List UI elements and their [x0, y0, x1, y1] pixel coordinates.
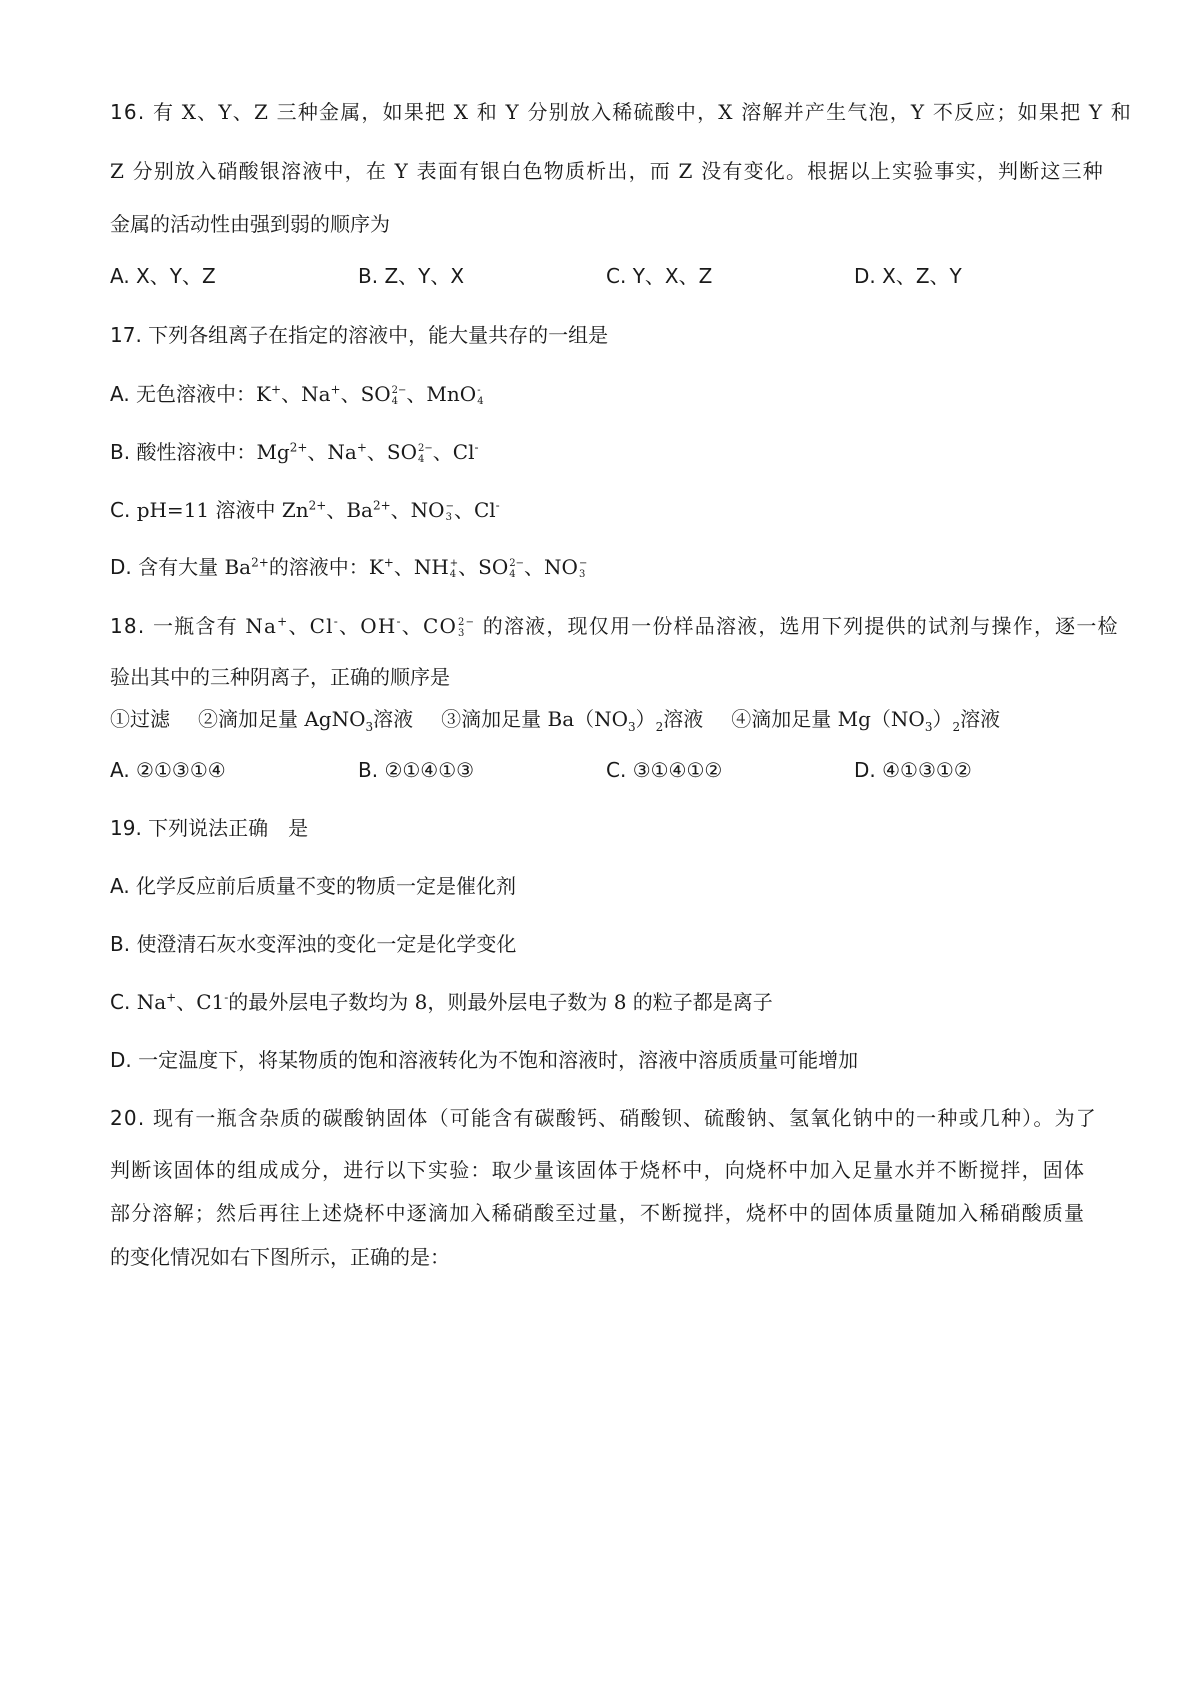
- q19-option-c[interactable]: C. Na+、C1-的最外层电子数均为 8，则最外层电子数为 8 的粒子都是离子: [110, 990, 773, 1014]
- q19-option-b[interactable]: [110, 930, 516, 958]
- option-text: ④①③①②: [882, 758, 972, 782]
- q17-number: 17.: [110, 323, 142, 347]
- ion-ba: $Ba^{2+}$: [224, 555, 269, 579]
- ion-nitrate: NO − 3: [544, 555, 588, 580]
- option-text: ②①③①④: [136, 758, 226, 782]
- option-label: A.: [110, 264, 130, 288]
- ion-nitrate: NO − 3: [410, 498, 454, 523]
- option-text: X、Z、Y: [882, 264, 962, 288]
- ion-ba: $Ba^{2+}$: [346, 498, 391, 522]
- option-label: A.: [110, 758, 130, 782]
- q18-line-2: 验出其中的三种阴离子，正确的顺序是: [110, 665, 450, 689]
- q18-option-a[interactable]: [110, 756, 226, 784]
- option-text: 使澄清石灰水变浑浊的变化一定是化学变化: [136, 932, 517, 956]
- q19-option-d[interactable]: [110, 1046, 858, 1074]
- ion-cl: C1-: [196, 990, 229, 1014]
- q20-line-1: [110, 1104, 1097, 1132]
- q16-option-d[interactable]: [854, 262, 962, 290]
- option-label: C.: [110, 990, 131, 1014]
- q17-option-b[interactable]: B. 酸性溶液中：$Mg^{2+}$、Na+、SO 2− 4 、Cl-: [110, 440, 479, 465]
- option-label: C.: [606, 264, 627, 288]
- ion-cl: Cl-: [452, 440, 479, 464]
- q20-line-2: 判断该固体的组成成分，进行以下实验：取少量该固体于烧杯中，向烧杯中加入足量水并不断搅拌，固体: [110, 1158, 1086, 1182]
- option-label: C.: [110, 498, 131, 522]
- option-label: B.: [110, 440, 131, 464]
- q16-line-3: 金属的活动性由强到弱的顺序为: [110, 212, 390, 236]
- ion-cl: Cl-: [309, 614, 340, 638]
- q16-line-2: Z 分别放入硝酸银溶液中，在 Y 表面有银白色物质析出，而 Z 没有变化。根据以上实验事实，判断这三种: [110, 159, 1104, 183]
- step-mgno3: ④滴加足量 $Mg(NO_3)_2$溶液: [731, 707, 1001, 734]
- q20-text-1: 现有一瓶含杂质的碳酸钠固体（可能含有碳酸钙、硝酸钡、硫酸钠、氢氧化钠中的一种或几种）。为了: [152, 1106, 1097, 1130]
- q18-line-1: 18. 一瓶含有 Na+、Cl-、OH-、CO 2− 3 的溶液，现仅用一份样品溶液，选用下列提供的试剂与操作，逐一检: [110, 614, 1119, 639]
- ion-carbonate: CO 2− 3: [422, 614, 476, 639]
- ion-na: Na+: [301, 382, 341, 406]
- q18-option-d[interactable]: [854, 756, 972, 784]
- option-label: A.: [110, 874, 130, 898]
- ion-k: K+: [256, 382, 282, 406]
- q20-number: 20.: [110, 1106, 146, 1130]
- ion-permanganate: MnO - 4: [426, 382, 484, 407]
- option-text: 含有大量: [138, 555, 225, 579]
- q18-option-c[interactable]: [606, 756, 722, 784]
- q17-stem-text: 下列各组离子在指定的溶液中，能大量共存的一组是: [148, 323, 609, 347]
- option-text: Z、Y、X: [384, 264, 465, 288]
- q18-number: 18.: [110, 614, 146, 638]
- q16-option-c[interactable]: [606, 262, 712, 290]
- ion-sulfate: SO 2− 4: [360, 382, 407, 407]
- option-label: A.: [110, 382, 130, 406]
- q19-stem: [110, 814, 308, 842]
- q20-line-4: 的变化情况如右下图所示，正确的是：: [110, 1245, 450, 1269]
- option-text: X、Y、Z: [136, 264, 216, 288]
- q16-number: 16.: [110, 100, 146, 124]
- option-text: 化学反应前后质量不变的物质一定是催化剂: [136, 874, 517, 898]
- option-text: 的最外层电子数均为 8，则最外层电子数为 8 的粒子都是离子: [228, 990, 773, 1014]
- option-label: B.: [110, 932, 131, 956]
- option-text: 一定温度下，将某物质的饱和溶液转化为不饱和溶液时，溶液中溶质质量可能增加: [138, 1048, 859, 1072]
- q16-option-a[interactable]: [110, 262, 216, 290]
- q19-stem-text: 下列说法正确 是: [148, 816, 309, 840]
- ion-sulfate: SO 2− 4: [478, 555, 525, 580]
- option-text: ②①④①③: [384, 758, 475, 782]
- step-agno3: ②滴加足量 AgNO$_3$溶液: [198, 707, 414, 734]
- option-text: pH=11 溶液中: [136, 498, 282, 522]
- option-text: 无色溶液中：: [136, 382, 257, 406]
- q18-option-b[interactable]: [358, 756, 474, 784]
- q17-option-c[interactable]: C. pH=11 溶液中 $Zn^{2+}$、$Ba^{2+}$、NO − 3 、Cl-: [110, 498, 500, 523]
- option-label: B.: [358, 758, 379, 782]
- option-label: D.: [110, 555, 132, 579]
- ion-zn: $Zn^{2+}$: [281, 498, 327, 522]
- option-text: Y、X、Z: [632, 264, 713, 288]
- ion-na: Na+: [327, 440, 367, 464]
- q17-option-a[interactable]: A. 无色溶液中：K+、Na+、SO 2− 4 、MnO - 4: [110, 382, 484, 407]
- ion-k: K+: [368, 555, 394, 579]
- option-text: 酸性溶液中：: [136, 440, 257, 464]
- option-text: 的溶液中：: [268, 555, 369, 579]
- option-label: D.: [110, 1048, 132, 1072]
- q17-stem: [110, 321, 608, 349]
- ion-na: Na+: [245, 614, 289, 638]
- q19-option-a[interactable]: [110, 872, 516, 900]
- ion-cl: Cl-: [473, 498, 500, 522]
- ion-mg: $Mg^{2+}$: [256, 440, 308, 464]
- q20-line-3: 部分溶解；然后再往上述烧杯中逐滴加入稀硝酸至过量，不断搅拌，烧杯中的固体质量随加入稀硝酸质量: [110, 1201, 1086, 1225]
- ion-ammonium: NH + 4: [413, 555, 459, 580]
- step-filter: ①过滤: [110, 707, 170, 731]
- option-label: B.: [358, 264, 379, 288]
- option-label: D.: [854, 264, 876, 288]
- ion-hydroxide: OH-: [360, 614, 402, 638]
- option-label: D.: [854, 758, 876, 782]
- ion-sulfate: SO 2− 4: [386, 440, 433, 465]
- ion-na: Na+: [136, 990, 177, 1014]
- q16-line-1: [110, 98, 1132, 126]
- q19-number: 19.: [110, 816, 142, 840]
- q18-steps: [110, 705, 1000, 733]
- q16-text-1: 有 X、Y、Z 三种金属，如果把 X 和 Y 分别放入稀硫酸中，X 溶解并产生气泡，Y 不反应；如果把 Y 和: [152, 100, 1132, 124]
- q17-option-d[interactable]: D. 含有大量 $Ba^{2+}$的溶液中：K+、NH + 4 、SO 2− 4 、NO − 3: [110, 555, 588, 580]
- q16-option-b[interactable]: [358, 262, 464, 290]
- option-label: C.: [606, 758, 627, 782]
- step-bano3: ③滴加足量 $Ba(NO_3)_2$溶液: [441, 707, 704, 734]
- option-text: ③①④①②: [632, 758, 723, 782]
